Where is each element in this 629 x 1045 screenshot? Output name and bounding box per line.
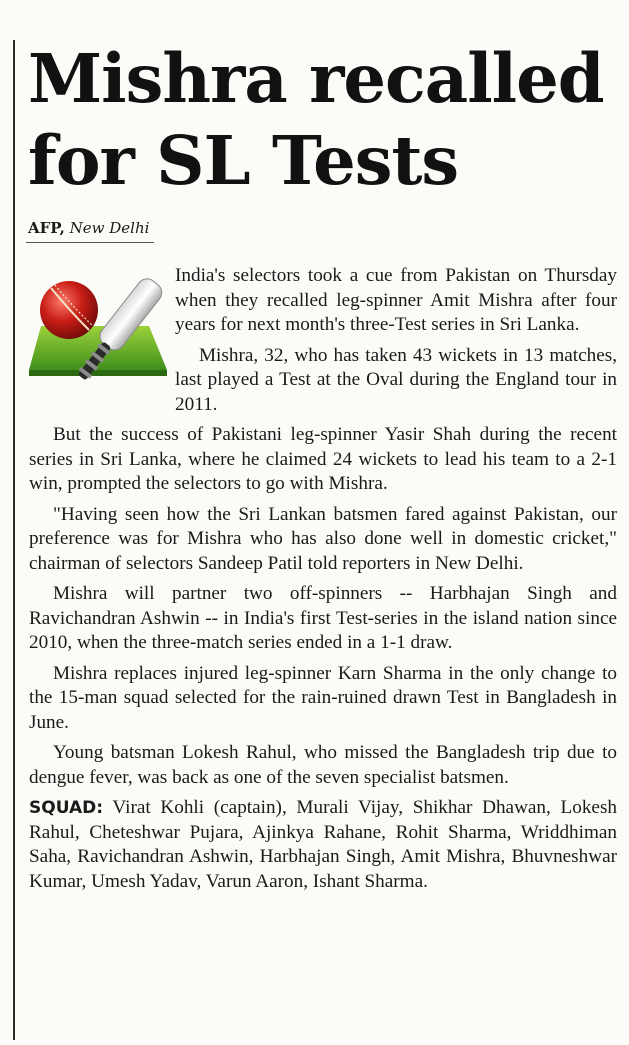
- byline-place: New Delhi: [69, 219, 150, 237]
- article-body: [29, 264, 617, 900]
- paragraph-6: Mishra replaces injured leg-spinner Karn Sharma in the only change to the 15-man squad selected for the rain-ruined drawn Test in Bangladesh in June.: [29, 662, 617, 733]
- paragraph-4: "Having seen how the Sri Lankan batsmen fared against Pakistan, our preference was for Mishra who has also done well in domestic cricket," chairman of selectors Sandeep Patil told reporters in New Delhi.: [29, 503, 617, 574]
- column-rule: [13, 40, 15, 1040]
- squad-paragraph: [29, 796, 617, 894]
- paragraph-5: Mishra will partner two off-spinners -- Harbhajan Singh and Ravichandran Ashwin -- in India's first Test-series in the island nation since 2010, when the three-match series ended in a 1-1 draw.: [29, 583, 617, 653]
- paragraph-7: Young batsman Lokesh Rahul, who missed the Bangladesh trip due to dengue fever, was back as one of the seven specialist batsmen.: [29, 742, 617, 788]
- paragraph-1: India's selectors took a cue from Pakistan on Thursday when they recalled leg-spinner Amit Mishra after four years for next month's three-Test series in Sri Lanka.: [175, 265, 617, 335]
- paragraph-3: But the success of Pakistani leg-spinner Yasir Shah during the recent series in Sri Lanka, where he claimed 24 wickets to lead his team to a 2-1 win, prompted the selectors to go with Mishra.: [29, 424, 617, 494]
- squad-label: SQUAD:: [29, 798, 104, 818]
- headline: Mishra recalled for SL Tests: [28, 39, 604, 200]
- squad-list: Virat Kohli (captain), Murali Vijay, Shikhar Dhawan, Lokesh Rahul, Cheteshwar Pujara, Ajinkya Rahane, Rohit Sharma, Wriddhiman Saha, Ravichandran Ashwin, Harbhajan Singh, Amit Mishra, Bhuvneshwar Kumar, Umesh Yadav, Varun Aaron, Ishant Sharma.: [29, 797, 618, 892]
- byline-agency: AFP,: [28, 219, 65, 237]
- cricket-ball-bat-icon: [29, 268, 169, 398]
- byline: [28, 219, 149, 237]
- paragraph-2: Mishra, 32, who has taken 43 wickets in 13 matches, last played a Test at the Oval during the England tour in 2011.: [175, 344, 617, 415]
- byline-rule: [26, 242, 154, 243]
